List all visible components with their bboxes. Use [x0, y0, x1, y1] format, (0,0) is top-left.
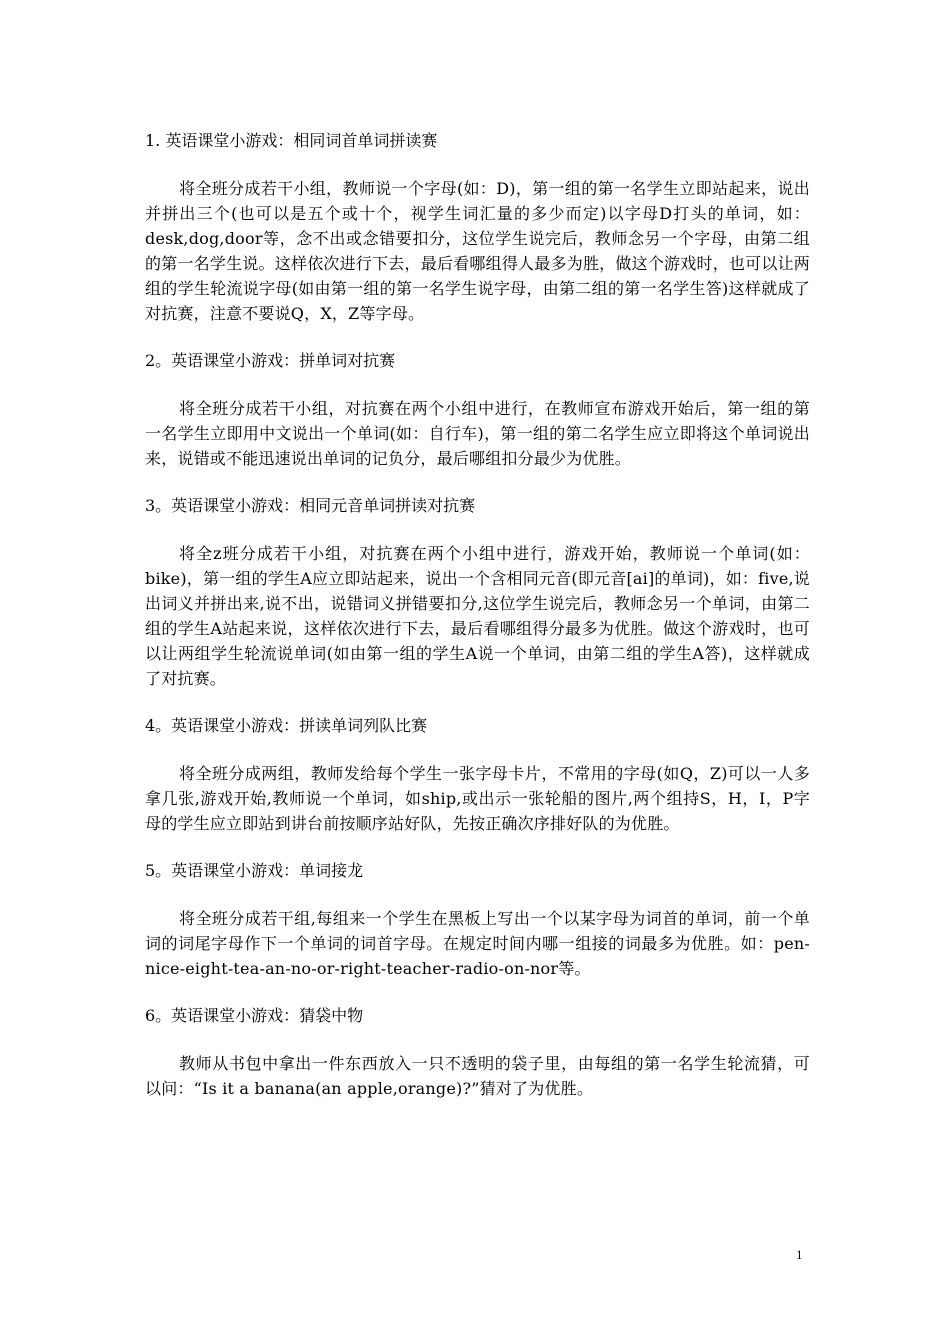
- document-body: [145, 128, 810, 1123]
- section-heading-1: 1. 英语课堂小游戏：相同词首单词拼读赛: [145, 131, 438, 150]
- section-heading-3: 3。英语课堂小游戏：相同元音单词拼读对抗赛: [145, 496, 476, 515]
- section-paragraph-6: 教师从书包中拿出一件东西放入一只不透明的袋子里，由每组的第一名学生轮流猜，可以问：“Is it a banana(an apple,orange)?”猜对了为优胜。: [145, 1054, 810, 1098]
- section-heading-2: 2。英语课堂小游戏：拼单词对抗赛: [145, 351, 396, 370]
- section-heading-4: 4。英语课堂小游戏：拼读单词列队比赛: [145, 716, 428, 735]
- page-number: 1: [796, 1247, 803, 1262]
- section-heading-5: 5。英语课堂小游戏：单词接龙: [145, 861, 364, 880]
- section-paragraph-5: 将全班分成若干组,每组来一个学生在黑板上写出一个以某字母为词首的单词，前一个单词的词尾字母作下一个单词的词首字母。在规定时间内哪一组接的词最多为优胜。如：pen-nice-eight-tea-an-no-or-right-teacher-radio-on-nor等。: [145, 909, 810, 978]
- section-heading-6: 6。英语课堂小游戏：猜袋中物: [145, 1006, 364, 1025]
- section-paragraph-3: 将全z班分成若干小组，对抗赛在两个小组中进行，游戏开始，教师说一个单词(如：bike)，第一组的学生A应立即站起来，说出一个含相同元音(即元音[ai]的单词)，如：five,说出词义并拼出来,说不出，说错词义拼错要扣分,这位学生说完后，教师念另一个单词，由第二组的学生A站起来说，这样依次进行下去，最后看哪组得分最多为优胜。做这个游戏时，也可以让两组学生轮流说单词(如由第一组的学生A说一个单词，由第二组的学生A答)，这样就成了对抗赛。: [145, 544, 810, 688]
- section-paragraph-2: 将全班分成若干小组，对抗赛在两个小组中进行，在教师宣布游戏开始后，第一组的第一名学生立即用中文说出一个单词(如：自行车)，第一组的第二名学生应立即将这个单词说出来，说错或不能迅速说出单词的记负分，最后哪组扣分最少为优胜。: [145, 399, 810, 468]
- section-paragraph-1: 将全班分成若干小组，教师说一个字母(如：D)，第一组的第一名学生立即站起来，说出并拼出三个(也可以是五个或十个，视学生词汇量的多少而定)以字母D打头的单词，如：desk,dog,door等，念不出或念错要扣分，这位学生说完后，教师念另一个字母，由第二组的第一名学生说。这样依次进行下去，最后看哪组得人最多为胜，做这个游戏时，也可以让两组的学生轮流说字母(如由第一组的第一名学生说字母，由第二组的第一名学生答)这样就成了对抗赛，注意不要说Q，X，Z等字母。: [145, 179, 810, 323]
- section-paragraph-4: 将全班分成两组，教师发给每个学生一张字母卡片，不常用的字母(如Q，Z)可以一人多拿几张,游戏开始,教师说一个单词，如ship,或出示一张轮船的图片,两个组持S，H，I，P字母的学生应立即站到讲台前按顺序站好队，先按正确次序排好队的为优胜。: [145, 764, 810, 833]
